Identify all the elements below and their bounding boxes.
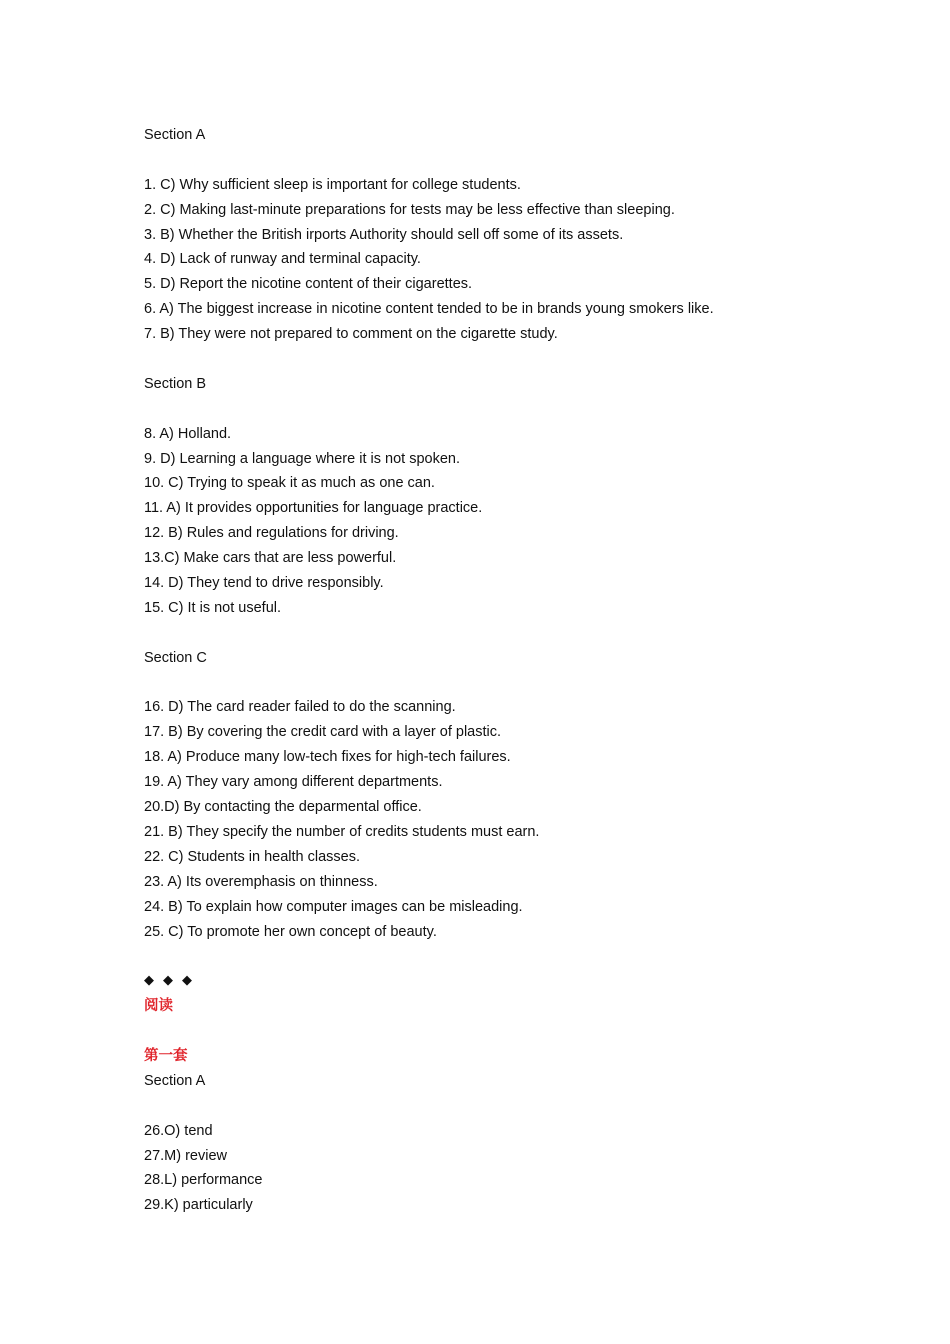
answer-1: 1. C) Why sufficient sleep is important for college students. [144, 176, 521, 193]
answer-2: 2. C) Making last-minute preparations for tests may be less effective than sleeping. [144, 201, 675, 218]
reading-title: 阅读 [144, 998, 173, 1015]
answer-27: 27.M) review [144, 1147, 227, 1164]
answer-9: 9. D) Learning a language where it is not spoken. [144, 450, 460, 467]
answer-13: 13.C) Make cars that are less powerful. [144, 550, 397, 567]
answer-28: 28.L) performance [144, 1172, 263, 1189]
answer-10: 10. C) Trying to speak it as much as one can. [144, 475, 435, 492]
spacer [144, 1019, 844, 1044]
section-a-heading: Section A [144, 127, 206, 143]
answer-8: 8. A) Holland. [144, 425, 232, 442]
spacer [144, 621, 844, 646]
answer-25: 25. C) To promote her own concept of beauty. [144, 923, 437, 940]
answer-18: 18. A) Produce many low-tech fixes for high-tech failures. [144, 749, 511, 766]
answer-16: 16. D) The card reader failed to do the scanning. [144, 699, 456, 716]
spacer [144, 1094, 844, 1119]
diamond-divider-icon: ◆◆◆ [144, 973, 201, 989]
answer-11: 11. A) It provides opportunities for language practice. [144, 500, 483, 517]
section-b-heading: Section B [144, 375, 207, 392]
answer-7: 7. B) They were not prepared to comment on the cigarette study. [144, 326, 558, 343]
answer-17: 17. B) By covering the credit card with a layer of plastic. [144, 724, 502, 741]
spacer [144, 397, 844, 422]
answer-24: 24. B) To explain how computer images can be misleading. [144, 898, 523, 915]
answer-26: 26.O) tend [144, 1122, 213, 1139]
spacer [144, 347, 844, 372]
answer-21: 21. B) They specify the number of credits students must earn. [144, 823, 540, 840]
answer-22: 22. C) Students in health classes. [144, 848, 361, 865]
answer-4: 4. D) Lack of runway and terminal capacity. [144, 251, 421, 268]
spacer [144, 671, 844, 696]
answer-5: 5. D) Report the nicotine content of their cigarettes. [144, 276, 473, 293]
answer-23: 23. A) Its overemphasis on thinness. [144, 873, 378, 890]
document-page [144, 123, 844, 1218]
answer-3: 3. B) Whether the British irports Authority should sell off some of its assets. [144, 226, 624, 243]
answer-29: 29.K) particularly [144, 1197, 253, 1214]
spacer [144, 944, 844, 969]
spacer [144, 148, 844, 173]
reading-section-a-heading: Section A [144, 1072, 206, 1089]
answer-19: 19. A) They vary among different departments. [144, 774, 443, 791]
answer-20: 20.D) By contacting the deparmental office. [144, 799, 422, 816]
answer-6: 6. A) The biggest increase in nicotine content tended to be in brands young smokers like. [144, 301, 714, 318]
answer-15: 15. C) It is not useful. [144, 599, 282, 616]
answer-14: 14. D) They tend to drive responsibly. [144, 575, 384, 592]
answer-12: 12. B) Rules and regulations for driving. [144, 525, 399, 542]
set-title: 第一套 [144, 1047, 188, 1064]
section-c-heading: Section C [144, 649, 207, 666]
